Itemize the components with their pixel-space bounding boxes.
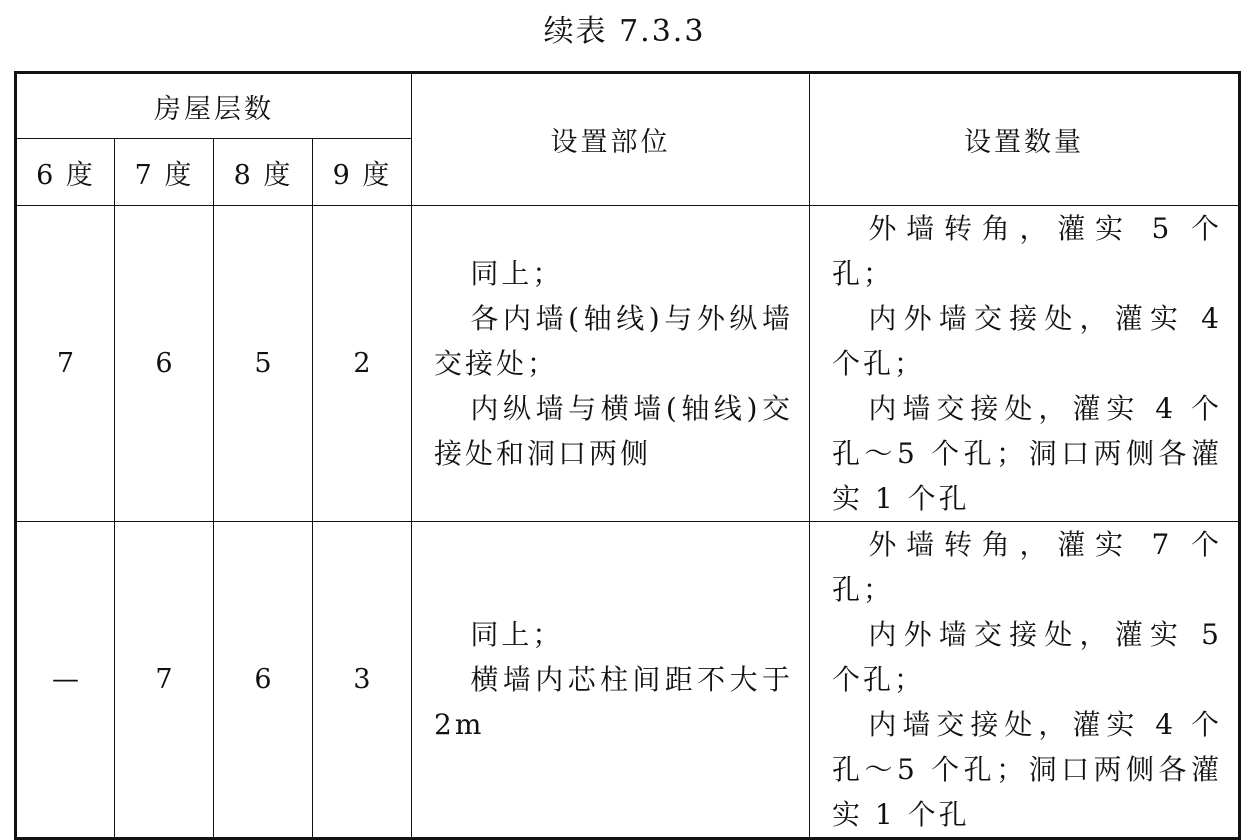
cell-degree-9: 3 <box>313 522 412 839</box>
header-degree-9: 9 度 <box>313 139 412 206</box>
cell-quantity <box>810 522 1240 839</box>
header-quantity: 设置数量 <box>810 73 1240 206</box>
header-degree-7: 7 度 <box>115 139 214 206</box>
cell-degree-7: 7 <box>115 522 214 839</box>
header-location: 设置部位 <box>412 73 810 206</box>
spec-table <box>14 71 1241 840</box>
cell-degree-6: 7 <box>16 206 115 522</box>
location-line: 横墙内芯柱间距不大于 2m <box>434 663 793 741</box>
cell-degree-9: 2 <box>313 206 412 522</box>
header-degree-6: 6 度 <box>16 139 115 206</box>
cell-degree-8: 5 <box>214 206 313 522</box>
location-line: 各内墙(轴线)与外纵墙交接处； <box>434 302 793 380</box>
location-line: 同上； <box>470 257 564 290</box>
location-line: 同上； <box>470 618 564 651</box>
header-row-1 <box>16 73 1240 139</box>
cell-degree-6: — <box>16 522 115 839</box>
table-row <box>16 206 1240 522</box>
header-degree-8: 8 度 <box>214 139 313 206</box>
table-caption: 续表 7.3.3 <box>543 14 706 49</box>
cell-degree-7: 6 <box>115 206 214 522</box>
quantity-line: 内墙交接处，灌实 4 个孔～5 个孔；洞口两侧各灌实 1 个孔 <box>832 392 1222 515</box>
cell-location <box>412 522 810 839</box>
table-row <box>16 522 1240 839</box>
cell-degree-8: 6 <box>214 522 313 839</box>
location-line: 内纵墙与横墙(轴线)交接处和洞口两侧 <box>434 392 793 470</box>
cell-location <box>412 206 810 522</box>
quantity-line: 外墙转角，灌实 7 个孔； <box>832 528 1222 606</box>
quantity-line: 外墙转角，灌实 5 个孔； <box>832 212 1222 290</box>
quantity-line: 内墙交接处，灌实 4 个孔～5 个孔；洞口两侧各灌实 1 个孔 <box>832 708 1222 831</box>
quantity-line: 内外墙交接处，灌实 5 个孔； <box>832 618 1222 696</box>
cell-quantity <box>810 206 1240 522</box>
header-floors: 房屋层数 <box>16 73 412 139</box>
quantity-line: 内外墙交接处，灌实 4 个孔； <box>832 302 1222 380</box>
